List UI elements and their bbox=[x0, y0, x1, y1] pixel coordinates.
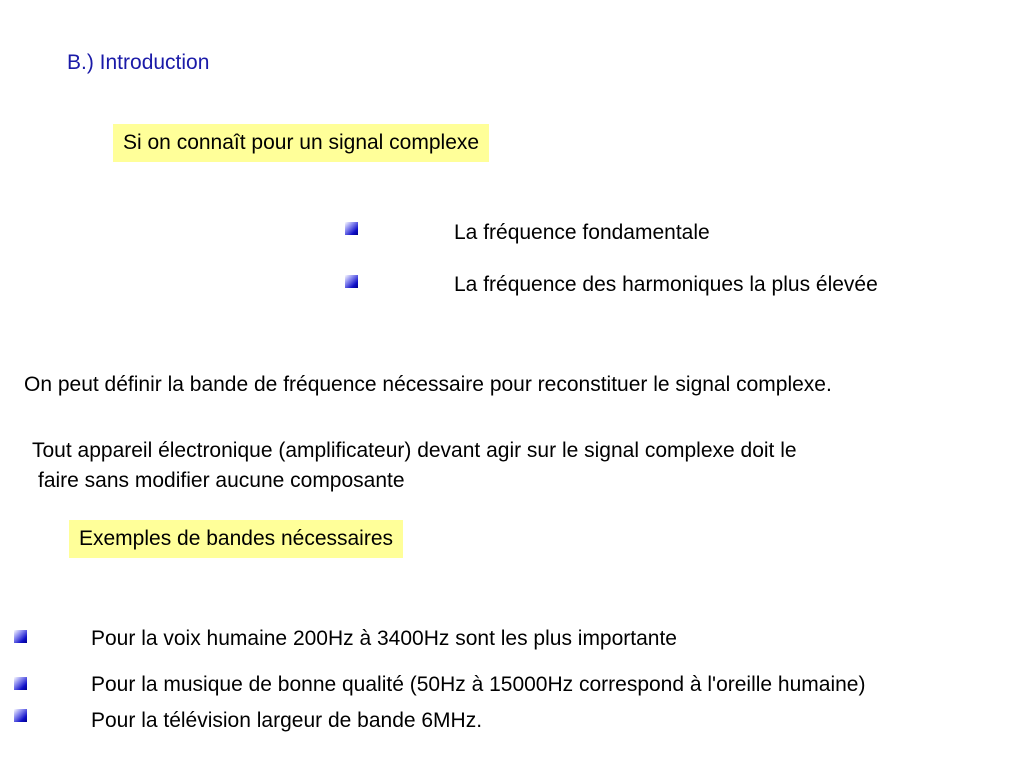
list-item-harmonics: La fréquence des harmoniques la plus élevée bbox=[454, 273, 878, 296]
list-item-fundamental: La fréquence fondamentale bbox=[454, 221, 710, 244]
square-bullet-icon bbox=[14, 677, 27, 690]
square-bullet-icon bbox=[14, 709, 27, 722]
highlight-box-examples: Exemples de bandes nécessaires bbox=[69, 520, 403, 558]
paragraph-bandwidth: On peut définir la bande de fréquence nécessaire pour reconstituer le signal complexe. bbox=[24, 373, 832, 396]
highlight-box-signal: Si on connaît pour un signal complexe bbox=[113, 124, 489, 162]
list-item-television: Pour la télévision largeur de bande 6MHz. bbox=[91, 709, 483, 732]
square-bullet-icon bbox=[345, 275, 358, 288]
square-bullet-icon bbox=[345, 222, 358, 235]
paragraph-device-line2: faire sans modifier aucune composante bbox=[38, 469, 405, 492]
list-item-music: Pour la musique de bonne qualité (50Hz à 15000Hz correspond à l'oreille humaine) bbox=[91, 673, 866, 696]
section-heading: B.) Introduction bbox=[67, 51, 210, 74]
list-item-voice: Pour la voix humaine 200Hz à 3400Hz sont les plus importante bbox=[91, 627, 677, 650]
square-bullet-icon bbox=[14, 630, 27, 643]
paragraph-device-line1: Tout appareil électronique (amplificateur) devant agir sur le signal complexe doit le bbox=[32, 439, 797, 462]
